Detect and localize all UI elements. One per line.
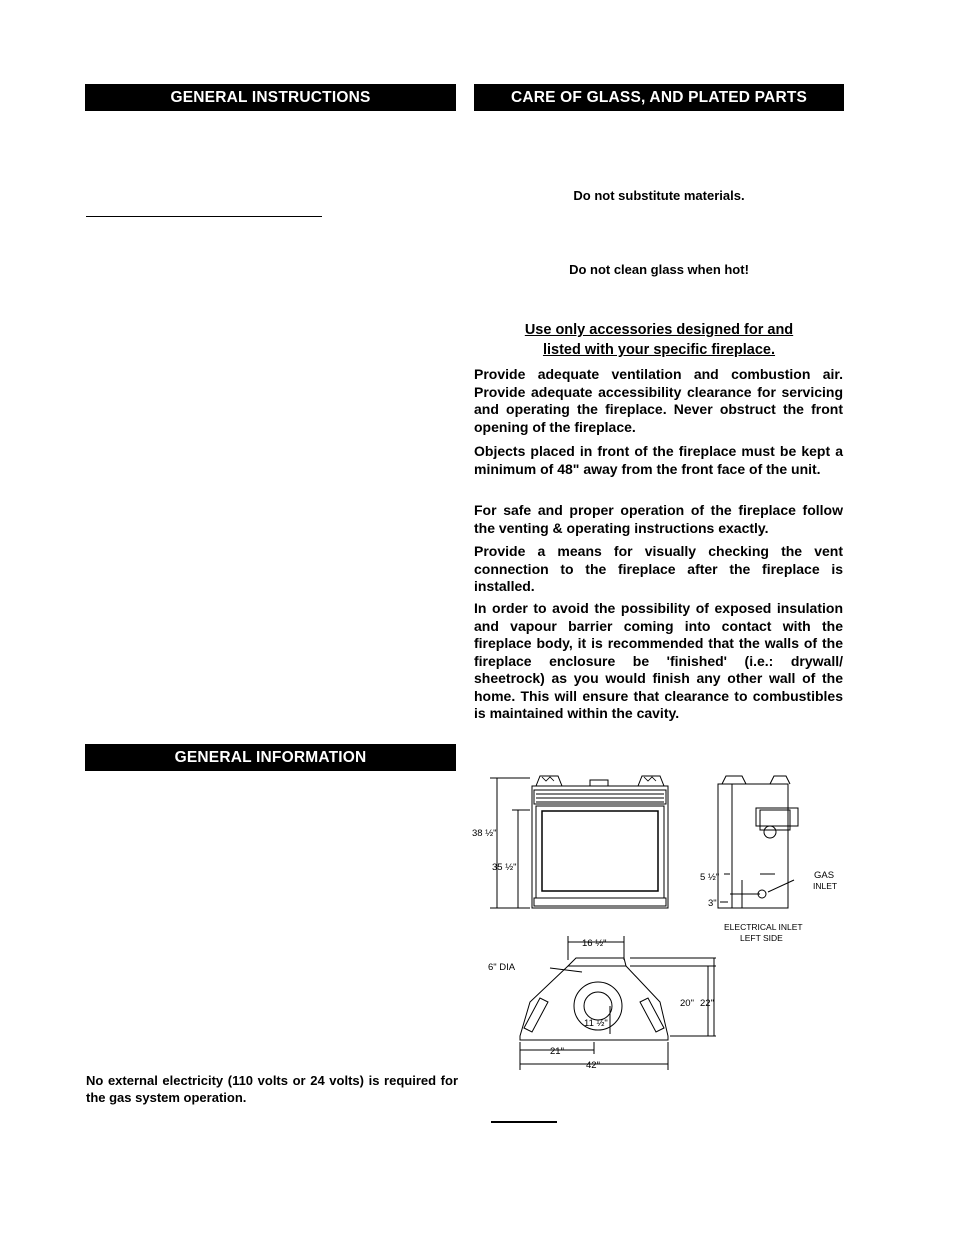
insulation-paragraph: In order to avoid the possibility of exposed insulation and vapour barrier coming into contact with the fireplace body, it is recommended that the walls of the fireplace enclosure be 'finished' (i.e.: drywall/ sheetrock) as you would finish any other wall of the home. This will ensure that clearance to combustibles is maintained within the cavity. [474, 600, 843, 721]
electrical-inlet-label: ELECTRICAL INLET [724, 922, 803, 932]
objects-paragraph: Objects placed in front of the fireplace must be kept a minimum of 48" away from the front face of the unit. [474, 443, 843, 477]
care-of-glass-header: CARE OF GLASS, AND PLATED PARTS [474, 84, 844, 111]
accessories-warning-line2: listed with your specific fireplace. [542, 342, 776, 358]
top-depth-20-label: 20" [680, 998, 694, 1009]
no-clean-hot-note: Do not clean glass when hot! [569, 262, 749, 277]
footer-rule [491, 1121, 557, 1123]
general-instructions-header: GENERAL INSTRUCTIONS [85, 84, 456, 111]
side-elec-height-label: 3" [708, 898, 717, 909]
front-total-height-label: 38 ½" [472, 828, 497, 839]
no-substitute-note: Do not substitute materials. [573, 188, 745, 203]
top-back-width-label: 16 ½" [582, 938, 607, 949]
side-gas-height-label: 5 ½" [700, 872, 720, 883]
electricity-note: No external electricity (110 volts or 24 volts) is required for the gas system operation. [86, 1073, 458, 1105]
left-side-label: LEFT SIDE [740, 933, 783, 943]
front-view-drawing [490, 776, 668, 908]
vent-check-paragraph: Provide a means for visually checking the vent connection to the fireplace after the fireplace is installed. [474, 543, 843, 594]
general-information-header: GENERAL INFORMATION [85, 744, 456, 771]
top-half-width-label: 21" [550, 1046, 564, 1057]
front-opening-height-label: 35 ½" [492, 862, 517, 873]
vent-dia-label: 6" DIA [488, 962, 516, 973]
gas-label: GAS [814, 870, 835, 881]
gas-inlet-label: INLET [813, 881, 838, 891]
side-view-drawing [718, 776, 798, 908]
ventilation-paragraph: Provide adequate ventilation and combustion air. Provide adequate accessibility clearance for servicing and operating the fireplace. Never obstruct the front opening of the fireplace. [474, 366, 843, 435]
safe-operation-paragraph: For safe and proper operation of the fireplace follow the venting & operating instructions exactly. [474, 502, 843, 536]
top-total-width-label: 42" [586, 1060, 600, 1071]
accessories-warning-line1: Use only accessories designed for and [524, 322, 794, 338]
divider-rule [86, 216, 322, 217]
vent-offset-label: 11 ½" [584, 1018, 608, 1029]
top-depth-22-label: 22" [700, 998, 714, 1009]
fireplace-dimension-diagram [470, 770, 850, 1080]
